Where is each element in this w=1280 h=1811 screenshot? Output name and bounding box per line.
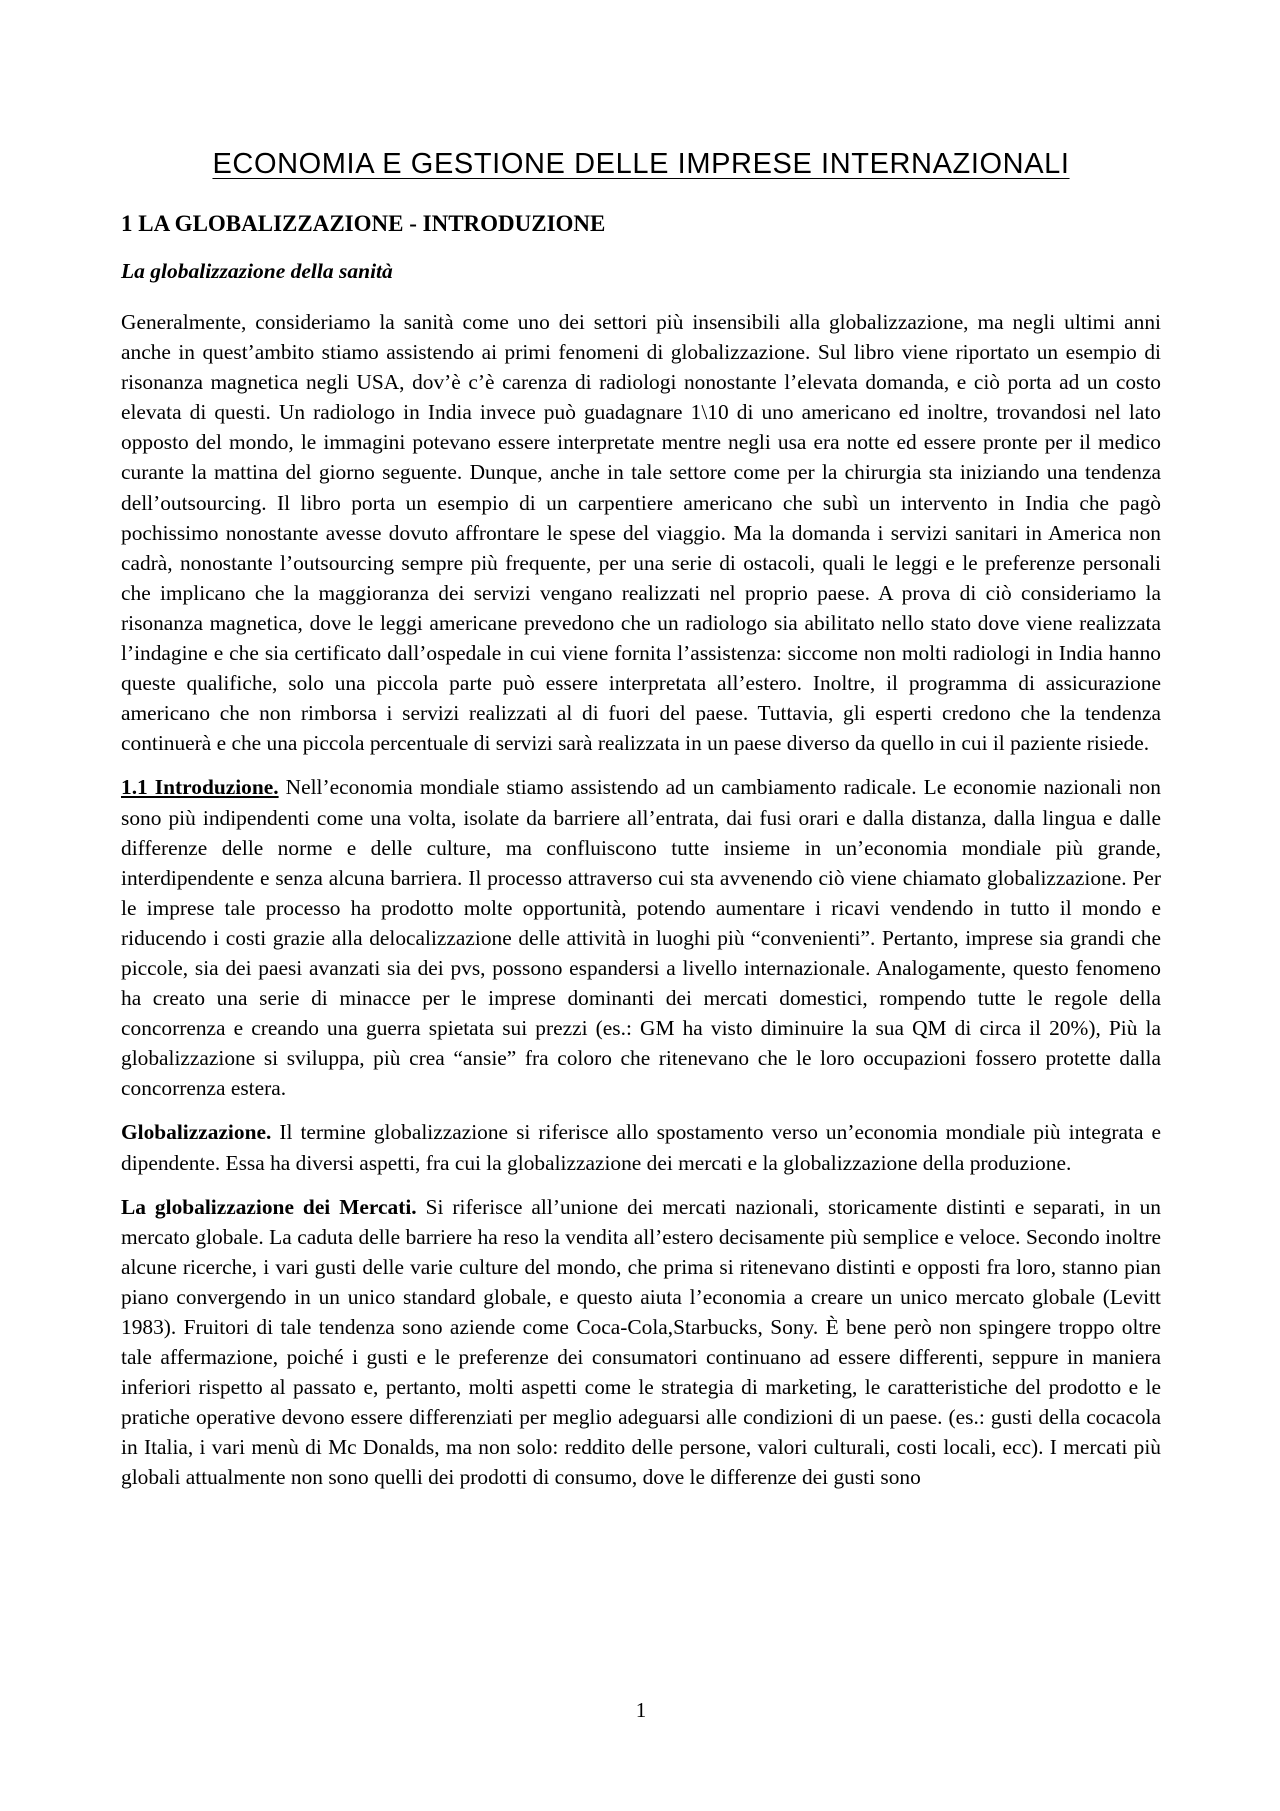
paragraph-text: Generalmente, consideriamo la sanità come uno dei settori più insensibili alla globalizzazione, ma negli ultimi anni anche in quest’ambito stiamo assistendo ai primi fenomeni di globalizzazione. Sul libro viene riportato un esempio di risonanza magnetica negli USA, dov’è c’è carenza di radiologi nonostante l’elevata domanda, e ciò porta ad un costo elevata di questi. Un radiologo in India invece può guadagnare 1\10 di uno americano ed inoltre, trovandosi nel lato opposto del mondo, le immagini potevano essere interpretate mentre negli usa era notte ed essere pronte per il medico curante la mattina del giorno seguente. Dunque, anche in tale settore come per la chirurgia sta iniziando una tendenza dell’outsourcing. Il libro porta un esempio di un carpentiere americano che subì un intervento in India che pagò pochissimo nonostante avesse dovuto affrontare le spese del viaggio. Ma la domanda i servizi sanitari in America non cadrà, nonostante l’outsourcing sempre più frequente, per una serie di ostacoli, quali le leggi e le preferenze personali che implicano che la maggioranza dei servizi vengano realizzati nel proprio paese. A prova di ciò consideriamo la risonanza magnetica, dove le leggi americane prevedono che un radiologo sia abilitato nello stato dove viene realizzata l’indagine e che sia certificato dall’ospedale in cui viene fornita l’assistenza: siccome non molti radiologi in India hanno queste qualifiche, solo una piccola parte può essere interpretata all’estero. Inoltre, il programma di assicurazione americano che non rimborsa i servizi realizzati al di fuori del paese. Tuttavia, gli esperti credono che la tendenza continuerà e che una piccola percentuale di servizi sarà realizzata in un paese diverso da quello in cui il paziente risiede. [121,310,1161,756]
paragraph-heading: La globalizzazione dei Mercati. [121,1194,417,1219]
page-number: 1 [635,1698,647,1722]
subsection-title: La globalizzazione della sanità [121,259,393,283]
paragraph-globalizzazione-mercati [121,1192,1161,1493]
paragraph-text: Si riferisce all’unione dei mercati nazionali, storicamente distinti e separati, in un mercato globale. La caduta delle barriere ha reso la vendita all’estero decisamente più semplice e veloce. Secondo inoltre alcune ricerche, i vari gusti delle varie culture del mondo, che prima si ritenevano distinti e opposti fra loro, stanno pian piano convergendo in un unico standard globale, e questo aiuta l’economia a creare un unico mercato globale (Levitt 1983). Fruitori di tale tendenza sono aziende come Coca-Cola,Starbucks, Sony. È bene però non spingere troppo oltre tale affermazione, poiché i gusti e le preferenze dei consumatori continuano ad essere differenti, seppure in maniera inferiori rispetto al passato e, pertanto, molti aspetti come le strategia di marketing, le caratteristiche del prodotto e le pratiche operative devono essere differenziati per meglio adeguarsi alle condizioni di un paese. (es.: gusti della cocacola in Italia, i vari menù di Mc Donalds, ma non solo: reddito delle persone, valori culturali, costi locali, ecc). I mercati più globali attualmente non sono quelli dei prodotti di consumo, dove le differenze dei gusti sono [121,1194,1161,1490]
paragraph-text: Nell’economia mondiale stiamo assistendo ad un cambiamento radicale. Le economie nazionali non sono più indipendenti come una volta, isolate da barriere all’entrata, dai fusi orari e dalla distanza, dalla lingua e dalle differenze delle norme e delle culture, ma confluiscono tutte insieme in un’economia mondiale più grande, interdipendente e senza alcuna barriera. Il processo attraverso cui sta avvenendo ciò viene chiamato globalizzazione. Per le imprese tale processo ha prodotto molte opportunità, potendo aumentare i ricavi vendendo in tutto il mondo e riducendo i costi grazie alla delocalizzazione delle attività in luoghi più “convenienti”. Pertanto, imprese sia grandi che piccole, sia dei paesi avanzati sia dei pvs, possono espandersi a livello internazionale. Analogamente, questo fenomeno ha creato una serie di minacce per le imprese dominanti dei mercati domestici, rompendo tutte le regole della concorrenza e creando una guerra spietata sui prezzi (es.: GM ha visto diminuire la sua QM di circa il 20%), Più la globalizzazione si sviluppa, più crea “ansie” fra coloro che ritenevano che le loro occupazioni fossero protette dalla concorrenza estera. [121,775,1161,1101]
section-title: 1 LA GLOBALIZZAZIONE - INTRODUZIONE [121,211,606,236]
document-body [121,307,1161,1507]
document-title: ECONOMIA E GESTIONE DELLE IMPRESE INTERNAZIONALI [212,148,1070,180]
paragraph-sanita [121,307,1161,758]
paragraph-text: Il termine globalizzazione si riferisce allo spostamento verso un’economia mondiale più integrata e dipendente. Essa ha diversi aspetti, fra cui la globalizzazione dei mercati e la globalizzazione della produzione. [121,1120,1161,1175]
paragraph-heading: 1.1 Introduzione. [121,775,279,800]
paragraph-globalizzazione [121,1117,1161,1177]
paragraph-heading: Globalizzazione. [121,1120,272,1145]
paragraph-introduzione [121,772,1161,1103]
